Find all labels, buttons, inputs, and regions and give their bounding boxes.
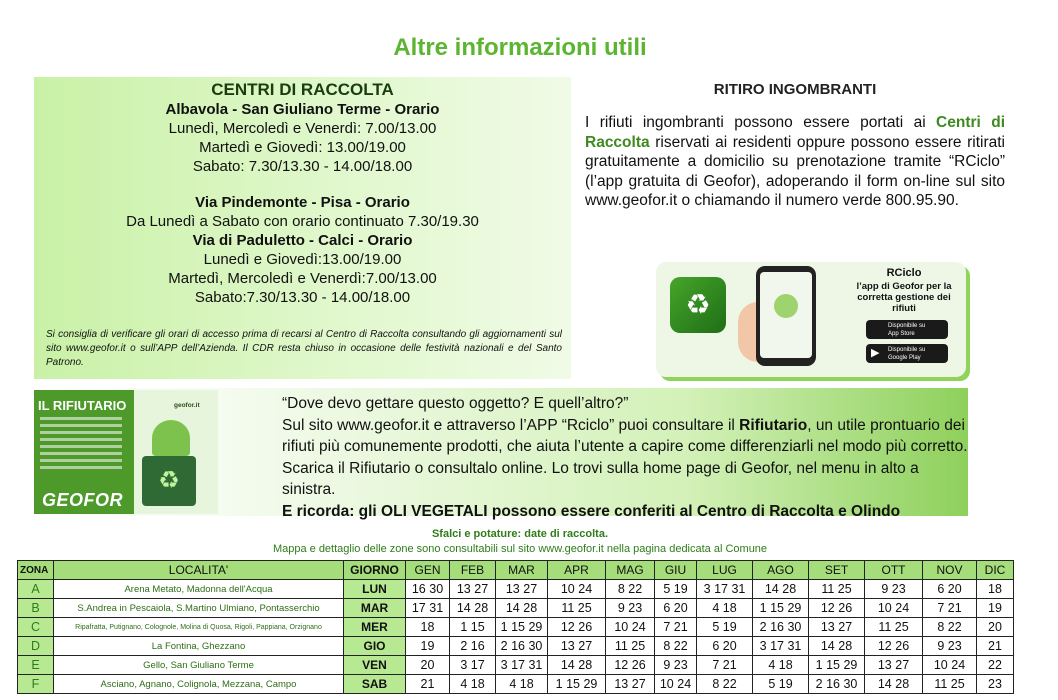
zone-cell: E bbox=[18, 656, 54, 675]
table-row bbox=[18, 618, 1014, 637]
date-cell: 14 28 bbox=[450, 599, 496, 618]
pindemonte-hours: Da Lunedì a Sabato con orario continuato 7.30/19.30 bbox=[126, 213, 479, 230]
paduletto-hours: Martedì, Mercoledì e Venerdì:7.00/13.00 bbox=[168, 270, 437, 287]
column-header: SET bbox=[809, 561, 865, 580]
date-cell: 4 18 bbox=[450, 675, 496, 694]
date-cell: 9 23 bbox=[606, 599, 655, 618]
table-subtitle: Mappa e dettaglio delle zone sono consultabili sul sito www.geofor.it nella pagina dedicata al Comune bbox=[272, 543, 768, 555]
rciclo-app-icon: ♻ bbox=[670, 277, 726, 333]
date-cell: 3 17 31 bbox=[496, 656, 548, 675]
collection-calendar-table bbox=[17, 560, 1014, 694]
zone-cell: D bbox=[18, 637, 54, 656]
column-header: OTT bbox=[865, 561, 923, 580]
ritiro-body: I rifiuti ingombranti possono essere portati ai Centri di Raccolta riservati ai residenti oppure possono essere ritirati gratuitamente a domicilio su prenotazione tramite “RCiclo” (l’app gratuita di Geofor), adoperando il form on-line sul sito www.geofor.it o chiamando il numero verde 800.95.90. bbox=[585, 114, 1005, 209]
date-cell: 10 24 bbox=[606, 618, 655, 637]
date-cell: 8 22 bbox=[606, 580, 655, 599]
column-header: GIU bbox=[655, 561, 697, 580]
localita-cell: Gello, San Giuliano Terme bbox=[54, 656, 344, 675]
date-cell: 7 21 bbox=[697, 656, 753, 675]
giorno-cell: LUN bbox=[344, 580, 406, 599]
date-cell: 12 26 bbox=[809, 599, 865, 618]
date-cell: 8 22 bbox=[923, 618, 977, 637]
date-cell: 5 19 bbox=[655, 580, 697, 599]
date-cell: 1 15 29 bbox=[753, 599, 809, 618]
geofor-logo: GEOFOR bbox=[42, 490, 124, 510]
localita-cell: Ripafratta, Putignano, Colognole, Molina di Quosa, Rigoli, Pappiana, Orzignano bbox=[54, 618, 344, 637]
giorno-cell: GIO bbox=[344, 637, 406, 656]
rciclo-app-card[interactable] bbox=[656, 262, 966, 377]
recycle-bin-icon: ♻ bbox=[142, 456, 196, 506]
table-row bbox=[18, 580, 1014, 599]
date-cell: 14 28 bbox=[753, 580, 809, 599]
column-header: GIORNO bbox=[344, 561, 406, 580]
date-cell: 13 27 bbox=[865, 656, 923, 675]
centri-heading: CENTRI DI RACCOLTA bbox=[211, 80, 394, 99]
date-cell: 18 bbox=[977, 580, 1014, 599]
date-cell: 21 bbox=[406, 675, 450, 694]
localita-cell: La Fontina, Ghezzano bbox=[54, 637, 344, 656]
column-header: MAR bbox=[496, 561, 548, 580]
date-cell: 1 15 29 bbox=[809, 656, 865, 675]
date-cell: 4 18 bbox=[753, 656, 809, 675]
ritiro-title: RITIRO INGOMBRANTI bbox=[713, 81, 877, 98]
date-cell: 1 15 29 bbox=[496, 618, 548, 637]
date-cell: 10 24 bbox=[548, 580, 606, 599]
column-header: AGO bbox=[753, 561, 809, 580]
table-row bbox=[18, 599, 1014, 618]
date-cell: 11 25 bbox=[809, 580, 865, 599]
date-cell: 1 15 bbox=[450, 618, 496, 637]
date-cell: 11 25 bbox=[548, 599, 606, 618]
column-header: FEB bbox=[450, 561, 496, 580]
zone-cell: F bbox=[18, 675, 54, 694]
pindemonte-title: Via Pindemonte - Pisa - Orario bbox=[195, 194, 410, 211]
page-title: Altre informazioni utili bbox=[393, 34, 647, 61]
date-cell: 7 21 bbox=[655, 618, 697, 637]
column-header: DIC bbox=[977, 561, 1014, 580]
date-cell: 2 16 30 bbox=[753, 618, 809, 637]
date-cell: 20 bbox=[977, 618, 1014, 637]
date-cell: 13 27 bbox=[809, 618, 865, 637]
table-row bbox=[18, 656, 1014, 675]
date-cell: 6 20 bbox=[923, 580, 977, 599]
date-cell: 11 25 bbox=[606, 637, 655, 656]
date-cell: 8 22 bbox=[697, 675, 753, 694]
date-cell: 11 25 bbox=[865, 618, 923, 637]
date-cell: 13 27 bbox=[496, 580, 548, 599]
date-cell: 1 15 29 bbox=[548, 675, 606, 694]
date-cell: 17 31 bbox=[406, 599, 450, 618]
date-cell: 18 bbox=[406, 618, 450, 637]
date-cell: 5 19 bbox=[697, 618, 753, 637]
table-title: Sfalci e potature: date di raccolta. bbox=[431, 528, 609, 540]
giorno-cell: MER bbox=[344, 618, 406, 637]
paduletto-hours: Lunedì e Giovedì:13.00/19.00 bbox=[203, 251, 402, 268]
ad-title: IL RIFIUTARIO bbox=[38, 398, 127, 413]
app-description: l’app di Geofor per la corretta gestione dei rifiuti bbox=[856, 281, 952, 314]
phone-illustration bbox=[756, 266, 816, 366]
date-cell: 3 17 bbox=[450, 656, 496, 675]
paduletto-title: Via di Paduletto - Calci - Orario bbox=[192, 232, 413, 249]
localita-cell: Arena Metato, Madonna dell'Acqua bbox=[54, 580, 344, 599]
date-cell: 19 bbox=[977, 599, 1014, 618]
ad-url: geofor.it bbox=[174, 402, 200, 409]
oli-vegetali-reminder: E ricorda: gli OLI VEGETALI possono essere conferiti al Centro di Raccolta e Olindo bbox=[282, 502, 901, 520]
date-cell: 14 28 bbox=[865, 675, 923, 694]
centri-link: Centri di Raccolta bbox=[585, 114, 1005, 151]
rifiutario-description: Sul sito www.geofor.it e attraverso l’APP “Rciclo” puoi consultare il Rifiutario, un utile prontuario dei rifiuti più comunemente prodotti, che aiuta l’utente a capire come differenziarli nel modo più corretto. bbox=[282, 416, 968, 455]
date-cell: 2 16 30 bbox=[809, 675, 865, 694]
date-cell: 3 17 31 bbox=[753, 637, 809, 656]
date-cell: 16 30 bbox=[406, 580, 450, 599]
rifiutario-ad-image bbox=[34, 390, 218, 514]
date-cell: 8 22 bbox=[655, 637, 697, 656]
albavola-hours: Sabato: 7.30/13.30 - 14.00/18.00 bbox=[192, 158, 413, 175]
play-icon: ▶ bbox=[871, 347, 880, 359]
date-cell: 7 21 bbox=[923, 599, 977, 618]
zone-cell: A bbox=[18, 580, 54, 599]
rifiutario-text bbox=[282, 393, 972, 522]
date-cell: 10 24 bbox=[655, 675, 697, 694]
table-row bbox=[18, 675, 1014, 694]
column-header: LUG bbox=[697, 561, 753, 580]
rifiutario-banner bbox=[34, 388, 968, 520]
date-cell: 2 16 30 bbox=[496, 637, 548, 656]
date-cell: 14 28 bbox=[548, 656, 606, 675]
date-cell: 9 23 bbox=[655, 656, 697, 675]
table-row bbox=[18, 637, 1014, 656]
date-cell: 6 20 bbox=[655, 599, 697, 618]
date-cell: 12 26 bbox=[606, 656, 655, 675]
date-cell: 13 27 bbox=[450, 580, 496, 599]
app-name: RCiclo bbox=[886, 267, 922, 279]
giorno-cell: VEN bbox=[344, 656, 406, 675]
date-cell: 5 19 bbox=[753, 675, 809, 694]
rifiutario-download: Scarica il Rifiutario o consultalo online. Lo trovi sulla home page di Geofor, nel menu in alto a sinistra. bbox=[282, 459, 919, 498]
date-cell: 9 23 bbox=[923, 637, 977, 656]
albavola-hours: Lunedì, Mercoledì e Venerdì: 7.00/13.00 bbox=[168, 120, 437, 137]
centri-di-raccolta-box bbox=[34, 77, 571, 379]
rifiutario-question: “Dove devo gettare questo oggetto? E quell’altro?” bbox=[282, 395, 629, 412]
date-cell: 13 27 bbox=[606, 675, 655, 694]
column-header: ZONA bbox=[18, 561, 54, 580]
date-cell: 6 20 bbox=[697, 637, 753, 656]
date-cell: 11 25 bbox=[923, 675, 977, 694]
column-header: GEN bbox=[406, 561, 450, 580]
date-cell: 12 26 bbox=[548, 618, 606, 637]
paduletto-hours: Sabato:7.30/13.30 - 14.00/18.00 bbox=[194, 289, 411, 306]
plant-illustration bbox=[152, 420, 190, 456]
albavola-hours: Martedì e Giovedì: 13.00/19.00 bbox=[199, 139, 406, 156]
date-cell: 4 18 bbox=[697, 599, 753, 618]
column-header: MAG bbox=[606, 561, 655, 580]
date-cell: 9 23 bbox=[865, 580, 923, 599]
date-cell: 2 16 bbox=[450, 637, 496, 656]
date-cell: 19 bbox=[406, 637, 450, 656]
date-cell: 12 26 bbox=[865, 637, 923, 656]
localita-cell: S.Andrea in Pescaiola, S.Martino Ulmiano, Pontasserchio bbox=[54, 599, 344, 618]
date-cell: 20 bbox=[406, 656, 450, 675]
date-cell: 3 17 31 bbox=[697, 580, 753, 599]
zone-cell: B bbox=[18, 599, 54, 618]
date-cell: 21 bbox=[977, 637, 1014, 656]
giorno-cell: SAB bbox=[344, 675, 406, 694]
albavola-title: Albavola - San Giuliano Terme - Orario bbox=[165, 101, 440, 118]
google-play-badge[interactable]: ▶ Disponibile su Google Play bbox=[866, 344, 948, 363]
app-store-badge[interactable]: Disponibile su App Store bbox=[866, 320, 948, 339]
table-header-row bbox=[18, 561, 1014, 580]
date-cell: 14 28 bbox=[496, 599, 548, 618]
date-cell: 22 bbox=[977, 656, 1014, 675]
date-cell: 13 27 bbox=[548, 637, 606, 656]
column-header: LOCALITA' bbox=[54, 561, 344, 580]
date-cell: 10 24 bbox=[923, 656, 977, 675]
column-header: APR bbox=[548, 561, 606, 580]
zone-cell: C bbox=[18, 618, 54, 637]
centri-note: Si consiglia di verificare gli orari di accesso prima di recarsi al Centro di Raccolta consultando gli aggiornamenti sul sito www.geofor.it o sull’APP dell’Azienda. Il CDR resta chiuso in occasione delle festività nazionali e del Santo Patrono. bbox=[46, 329, 562, 368]
giorno-cell: MAR bbox=[344, 599, 406, 618]
date-cell: 10 24 bbox=[865, 599, 923, 618]
date-cell: 4 18 bbox=[496, 675, 548, 694]
date-cell: 14 28 bbox=[809, 637, 865, 656]
date-cell: 23 bbox=[977, 675, 1014, 694]
localita-cell: Asciano, Agnano, Colignola, Mezzana, Campo bbox=[54, 675, 344, 694]
column-header: NOV bbox=[923, 561, 977, 580]
